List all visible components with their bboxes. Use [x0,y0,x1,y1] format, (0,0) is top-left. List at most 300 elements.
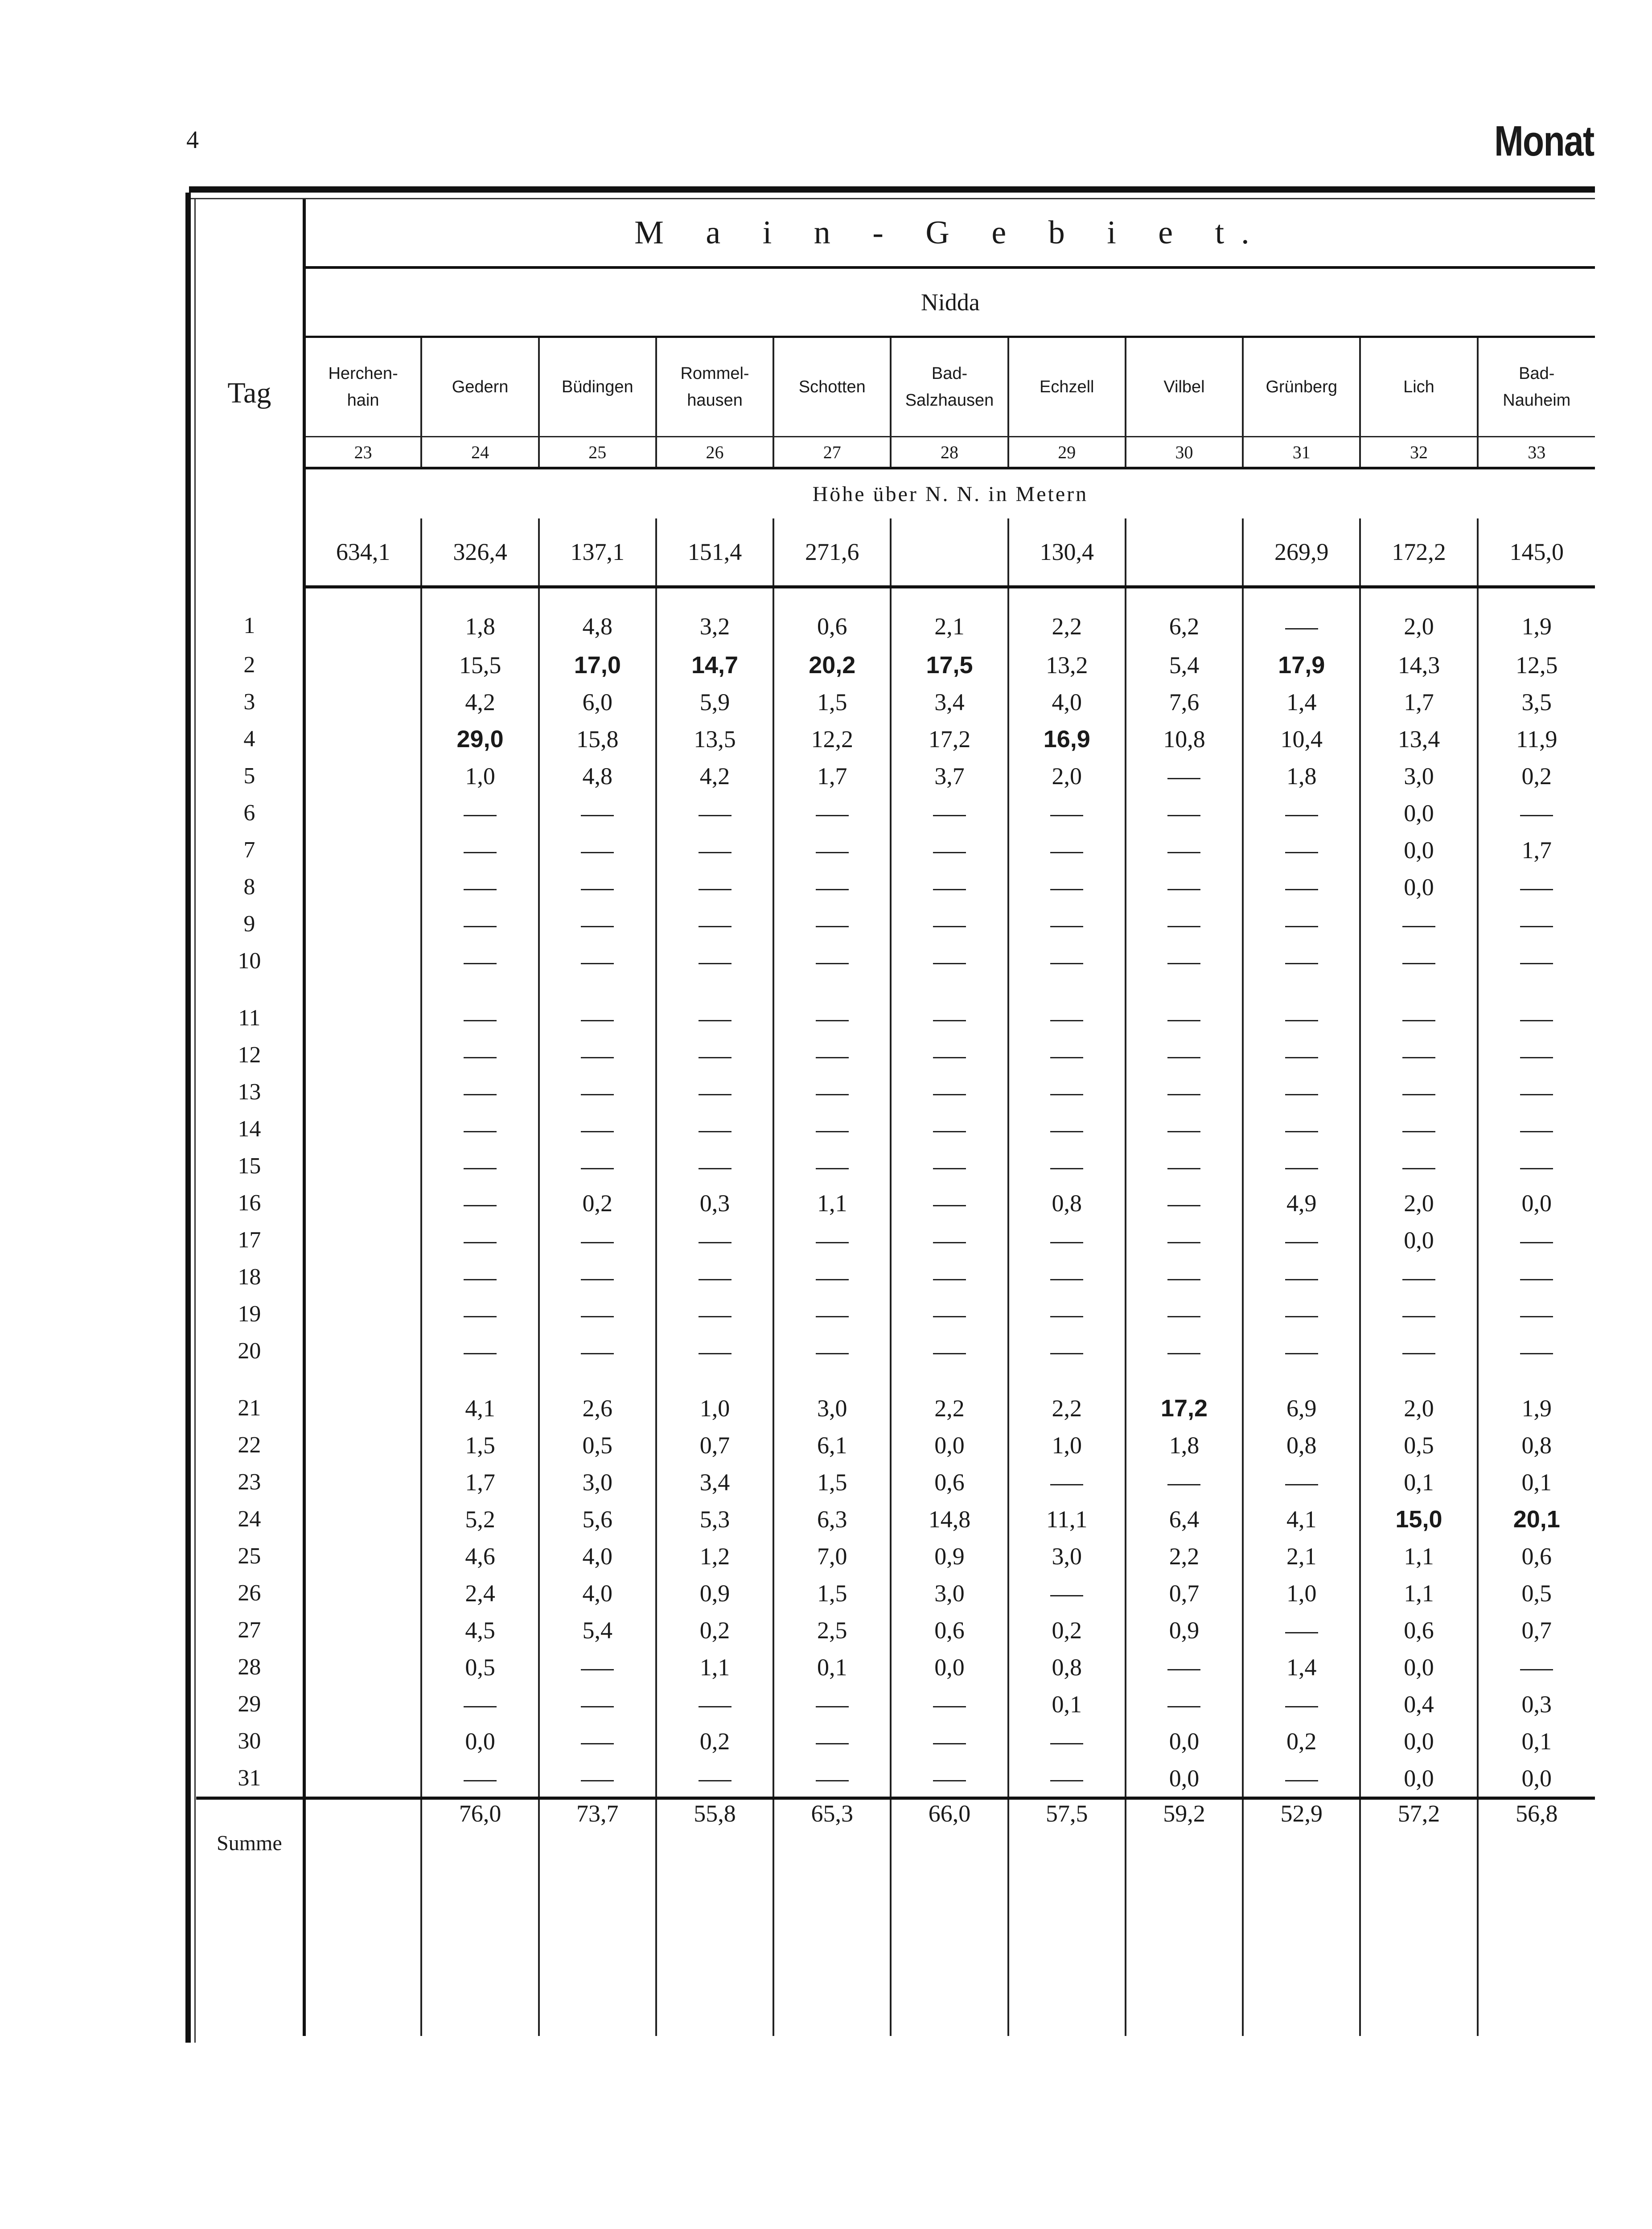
precipitation-value [304,1612,421,1649]
precipitation-value [421,1073,538,1110]
spacer-cell [539,979,656,999]
precipitation-value [891,1184,1008,1221]
precipitation-value: 13,2 [1008,646,1126,683]
precipitation-value [1008,1036,1126,1073]
table-row [196,1110,1595,1147]
no-precipitation-dash [933,1020,966,1021]
maximum-value: 15,0 [1395,1505,1442,1533]
day-number: 29 [196,1686,304,1723]
station-elevation: 271,6 [773,518,891,587]
precipitation-value: 0,1 [1360,1464,1477,1501]
no-precipitation-dash [1167,1353,1200,1354]
precipitation-value [1008,1147,1126,1184]
precipitation-value [1008,868,1126,905]
no-precipitation-dash [816,1780,849,1781]
no-precipitation-dash [1285,1131,1318,1132]
no-precipitation-dash [933,1242,966,1243]
precipitation-value: 17,2 [891,720,1008,757]
day-number: 10 [196,942,304,979]
no-precipitation-dash [816,1057,849,1058]
precipitation-value [656,868,773,905]
precipitation-value: 6,3 [773,1501,891,1538]
precipitation-value: 2,2 [1126,1538,1243,1575]
precipitation-value [539,1723,656,1760]
precipitation-value: 0,0 [1478,1760,1595,1798]
precipitation-value: 1,7 [773,757,891,794]
precipitation-value: 1,0 [1243,1575,1360,1612]
no-precipitation-dash [1050,1094,1083,1095]
precipitation-value: 0,2 [656,1723,773,1760]
precipitation-value: 0,5 [1478,1575,1595,1612]
no-precipitation-dash [699,1094,731,1095]
table-row [196,1686,1595,1723]
no-precipitation-dash [1520,963,1553,964]
station-name [1478,337,1595,437]
precipitation-value: 1,1 [773,1184,891,1221]
station-elevation: 145,0 [1478,518,1595,587]
sum-value: 66,0 [891,1798,1008,2036]
precipitation-value [1126,1110,1243,1147]
table-row [196,1036,1595,1073]
station-name-line1: Büdingen [562,378,633,396]
no-precipitation-dash [816,1316,849,1317]
precipitation-value [304,1184,421,1221]
no-precipitation-dash [581,1057,614,1058]
precipitation-value [1126,757,1243,794]
precipitation-value [304,868,421,905]
no-precipitation-dash [1167,889,1200,890]
no-precipitation-dash [1285,628,1318,629]
day-number: 6 [196,794,304,831]
precipitation-value [539,1147,656,1184]
sum-value: 56,8 [1478,1798,1595,2036]
spacer-cell [773,1369,891,1390]
precipitation-value: 2,0 [1360,1184,1477,1221]
precipitation-value [539,1295,656,1332]
precipitation-value [1478,1110,1595,1147]
table-row [196,1612,1595,1649]
precipitation-value [1360,1147,1477,1184]
no-precipitation-dash [464,1205,497,1206]
no-precipitation-dash [464,1168,497,1169]
decade-spacer [196,1369,1595,1390]
no-precipitation-dash [1285,1168,1318,1169]
no-precipitation-dash [1285,1279,1318,1280]
precipitation-value: 3,4 [891,683,1008,720]
precipitation-value [1478,1295,1595,1332]
precipitation-value: 13,5 [656,720,773,757]
station-name-line1: Schotten [798,378,866,396]
precipitation-value [891,1258,1008,1295]
no-precipitation-dash [933,815,966,816]
precipitation-value [1478,1073,1595,1110]
precipitation-value: 0,2 [1008,1612,1126,1649]
precipitation-value: 0,5 [1360,1427,1477,1464]
precipitation-value [304,831,421,868]
precipitation-value [421,942,538,979]
no-precipitation-dash [816,926,849,927]
spacer-cell [1126,979,1243,999]
day-number: 2 [196,646,304,683]
no-precipitation-dash [1402,1057,1435,1058]
no-precipitation-dash [699,1279,731,1280]
precipitation-value [656,1221,773,1258]
precipitation-value: 0,5 [539,1427,656,1464]
precipitation-value: 3,5 [1478,683,1595,720]
precipitation-value: 0,0 [1360,794,1477,831]
precipitation-value [1478,1147,1595,1184]
precipitation-value [421,831,538,868]
precipitation-value [1243,831,1360,868]
no-precipitation-dash [1520,1094,1553,1095]
precipitation-value: 1,5 [773,1575,891,1612]
precipitation-value [1126,1390,1243,1427]
no-precipitation-dash [1402,1279,1435,1280]
precipitation-value: 0,2 [656,1612,773,1649]
precipitation-value: 10,4 [1243,720,1360,757]
spacer-cell [1478,1369,1595,1390]
spacer-cell [1478,979,1595,999]
precipitation-value [891,646,1008,683]
precipitation-value: 11,9 [1478,720,1595,757]
precipitation-value [539,1760,656,1798]
precipitation-value [1478,1221,1595,1258]
precipitation-value [656,1110,773,1147]
precipitation-value [304,757,421,794]
spacer-cell [1008,1369,1126,1390]
precipitation-value: 2,1 [891,587,1008,647]
no-precipitation-dash [816,815,849,816]
station-number: 28 [891,437,1008,469]
day-number: 30 [196,1723,304,1760]
precipitation-value: 0,3 [1478,1686,1595,1723]
precipitation-value: 0,8 [1478,1427,1595,1464]
precipitation-value [1126,905,1243,942]
precipitation-value [891,1686,1008,1723]
precipitation-value [1478,1036,1595,1073]
precipitation-value [1126,831,1243,868]
precipitation-value [1243,999,1360,1036]
precipitation-value [421,1258,538,1295]
station-name-line1: Bad- [1519,364,1555,383]
precipitation-value: 1,0 [1008,1427,1126,1464]
precipitation-value: 3,0 [891,1575,1008,1612]
no-precipitation-dash [1167,1131,1200,1132]
spacer-cell [891,979,1008,999]
table-row [196,646,1595,683]
precipitation-value: 5,4 [539,1612,656,1649]
table-row [196,1723,1595,1760]
no-precipitation-dash [581,1242,614,1243]
no-precipitation-dash [699,1131,731,1132]
table-row [196,1221,1595,1258]
no-precipitation-dash [816,1279,849,1280]
precipitation-value [773,1258,891,1295]
table-row [196,1760,1595,1798]
no-precipitation-dash [933,963,966,964]
no-precipitation-dash [1050,889,1083,890]
precipitation-value: 0,0 [1360,1649,1477,1686]
no-precipitation-dash [1285,1316,1318,1317]
precipitation-value [304,1649,421,1686]
no-precipitation-dash [1520,1242,1553,1243]
precipitation-value [891,1036,1008,1073]
no-precipitation-dash [699,1706,731,1707]
no-precipitation-dash [1050,1353,1083,1354]
precipitation-value: 0,2 [539,1184,656,1221]
precipitation-value [1243,1332,1360,1369]
precipitation-value [656,831,773,868]
precipitation-value [891,1723,1008,1760]
precipitation-value [1360,1332,1477,1369]
precipitation-value [773,868,891,905]
day-number: 26 [196,1575,304,1612]
no-precipitation-dash [464,1094,497,1095]
no-precipitation-dash [1167,1057,1200,1058]
no-precipitation-dash [1285,1484,1318,1485]
no-precipitation-dash [1167,1094,1200,1095]
no-precipitation-dash [1167,1205,1200,1206]
no-precipitation-dash [1520,926,1553,927]
precipitation-value [539,1110,656,1147]
precipitation-value [304,1575,421,1612]
elevation-row [196,518,1595,587]
table-row [196,868,1595,905]
table-row [196,831,1595,868]
precipitation-value: 0,1 [1478,1464,1595,1501]
precipitation-value [304,1073,421,1110]
precipitation-value: 14,3 [1360,646,1477,683]
day-number: 12 [196,1036,304,1073]
no-precipitation-dash [1167,852,1200,853]
table-row [196,1184,1595,1221]
precipitation-value [1243,942,1360,979]
no-precipitation-dash [816,852,849,853]
day-number: 14 [196,1110,304,1147]
precipitation-value [1008,1073,1126,1110]
precipitation-value: 3,0 [773,1390,891,1427]
precipitation-value [421,720,538,757]
precipitation-value: 2,5 [773,1612,891,1649]
maximum-value: 17,0 [574,651,621,679]
sum-value: 76,0 [421,1798,538,2036]
precipitation-value [304,1538,421,1575]
precipitation-value: 12,5 [1478,646,1595,683]
precipitation-value: 3,2 [656,587,773,647]
precipitation-value [1243,1760,1360,1798]
precipitation-value [1008,999,1126,1036]
no-precipitation-dash [933,852,966,853]
precipitation-value [656,1036,773,1073]
precipitation-value [1478,999,1595,1036]
precipitation-value [421,999,538,1036]
table-row [196,999,1595,1036]
precipitation-value: 0,0 [1126,1760,1243,1798]
station-elevation: 269,9 [1243,518,1360,587]
precipitation-value [1360,1110,1477,1147]
no-precipitation-dash [933,889,966,890]
precipitation-value [304,1390,421,1427]
precipitation-value: 0,0 [891,1427,1008,1464]
no-precipitation-dash [1050,815,1083,816]
precipitation-value [304,1258,421,1295]
precipitation-value [304,1427,421,1464]
precipitation-value [1008,1332,1126,1369]
precipitation-value: 0,1 [773,1649,891,1686]
no-precipitation-dash [933,1094,966,1095]
precipitation-value [891,905,1008,942]
station-name-line2: Salzhausen [905,391,994,410]
sum-value: 59,2 [1126,1798,1243,2036]
table-row [196,1427,1595,1464]
precipitation-value [773,1147,891,1184]
no-precipitation-dash [1285,1780,1318,1781]
no-precipitation-dash [1402,963,1435,964]
precipitation-value [1243,1073,1360,1110]
precipitation-value: 1,4 [1243,683,1360,720]
no-precipitation-dash [1050,1131,1083,1132]
precipitation-value [304,646,421,683]
precipitation-value [656,1686,773,1723]
precipitation-value [1126,1295,1243,1332]
no-precipitation-dash [1285,1020,1318,1021]
precipitation-value: 1,1 [1360,1575,1477,1612]
no-precipitation-dash [464,1780,497,1781]
station-name-line1: Grünberg [1266,378,1337,396]
precipitation-value: 1,8 [421,587,538,647]
precipitation-value [421,1295,538,1332]
station-name [304,337,421,437]
no-precipitation-dash [1285,1353,1318,1354]
day-number: 18 [196,1258,304,1295]
precipitation-value [421,1036,538,1073]
precipitation-value: 2,1 [1243,1538,1360,1575]
precipitation-value [1126,868,1243,905]
no-precipitation-dash [933,1706,966,1707]
station-elevation: 172,2 [1360,518,1477,587]
maximum-value: 17,5 [926,651,973,679]
precipitation-value: 4,6 [421,1538,538,1575]
precipitation-value: 0,6 [891,1612,1008,1649]
precipitation-value [539,794,656,831]
precipitation-value: 6,9 [1243,1390,1360,1427]
no-precipitation-dash [1050,1020,1083,1021]
precipitation-value [1126,1332,1243,1369]
precipitation-value [656,999,773,1036]
precipitation-value: 0,0 [1360,868,1477,905]
no-precipitation-dash [1285,889,1318,890]
no-precipitation-dash [1167,1279,1200,1280]
table-body [196,587,1595,2036]
precipitation-value: 4,0 [1008,683,1126,720]
precipitation-value [421,868,538,905]
station-name-line2: hausen [687,391,743,410]
day-number: 5 [196,757,304,794]
table-row [196,1649,1595,1686]
spacer-cell [656,1369,773,1390]
precipitation-value [304,683,421,720]
table-row [196,794,1595,831]
precipitation-value [1008,1575,1126,1612]
precipitation-value [539,942,656,979]
station-name [421,337,538,437]
precipitation-value: 4,8 [539,757,656,794]
station-name-line1: Lich [1403,378,1434,396]
no-precipitation-dash [464,1279,497,1280]
table-row [196,1390,1595,1427]
precipitation-value: 1,9 [1478,1390,1595,1427]
day-number: 20 [196,1332,304,1369]
day-number: 15 [196,1147,304,1184]
no-precipitation-dash [581,1094,614,1095]
no-precipitation-dash [1520,1279,1553,1280]
precipitation-value [539,1332,656,1369]
spacer-cell [196,979,304,999]
precipitation-value [891,1332,1008,1369]
no-precipitation-dash [816,1353,849,1354]
precipitation-value: 11,1 [1008,1501,1126,1538]
no-precipitation-dash [464,1242,497,1243]
no-precipitation-dash [1285,1706,1318,1707]
no-precipitation-dash [1167,778,1200,779]
precipitation-value: 6,1 [773,1427,891,1464]
no-precipitation-dash [464,963,497,964]
day-number: 13 [196,1073,304,1110]
precipitation-value [304,720,421,757]
precipitation-value [421,905,538,942]
sum-value [304,1798,421,2036]
no-precipitation-dash [1402,1131,1435,1132]
precipitation-value: 2,2 [891,1390,1008,1427]
precipitation-value [1126,1184,1243,1221]
precipitation-value: 1,7 [421,1464,538,1501]
precipitation-value: 4,1 [1243,1501,1360,1538]
precipitation-value: 7,6 [1126,683,1243,720]
no-precipitation-dash [816,1168,849,1169]
day-number: 7 [196,831,304,868]
no-precipitation-dash [1167,1669,1200,1670]
left-border-thin [194,199,196,2043]
no-precipitation-dash [1050,1743,1083,1744]
precipitation-value [773,1036,891,1073]
sum-row [196,1798,1595,2036]
precipitation-value [656,1332,773,1369]
precipitation-value [304,794,421,831]
day-number: 3 [196,683,304,720]
spacer-cell [304,1369,421,1390]
precipitation-value [1126,1258,1243,1295]
no-precipitation-dash [933,1353,966,1354]
precipitation-value [1360,1295,1477,1332]
no-precipitation-dash [1285,1094,1318,1095]
station-elevation: 130,4 [1008,518,1126,587]
precipitation-value [1243,1295,1360,1332]
station-name-line1: Vilbel [1163,378,1205,396]
no-precipitation-dash [1050,1484,1083,1485]
precipitation-value: 0,1 [1008,1686,1126,1723]
station-number: 24 [421,437,538,469]
precipitation-value [773,794,891,831]
no-precipitation-dash [1520,1316,1553,1317]
no-precipitation-dash [816,1743,849,1744]
precipitation-value [539,831,656,868]
station-name [539,337,656,437]
station-number: 32 [1360,437,1477,469]
precipitation-value: 12,2 [773,720,891,757]
precipitation-value [1243,1258,1360,1295]
precipitation-value: 0,4 [1360,1686,1477,1723]
no-precipitation-dash [1050,1316,1083,1317]
